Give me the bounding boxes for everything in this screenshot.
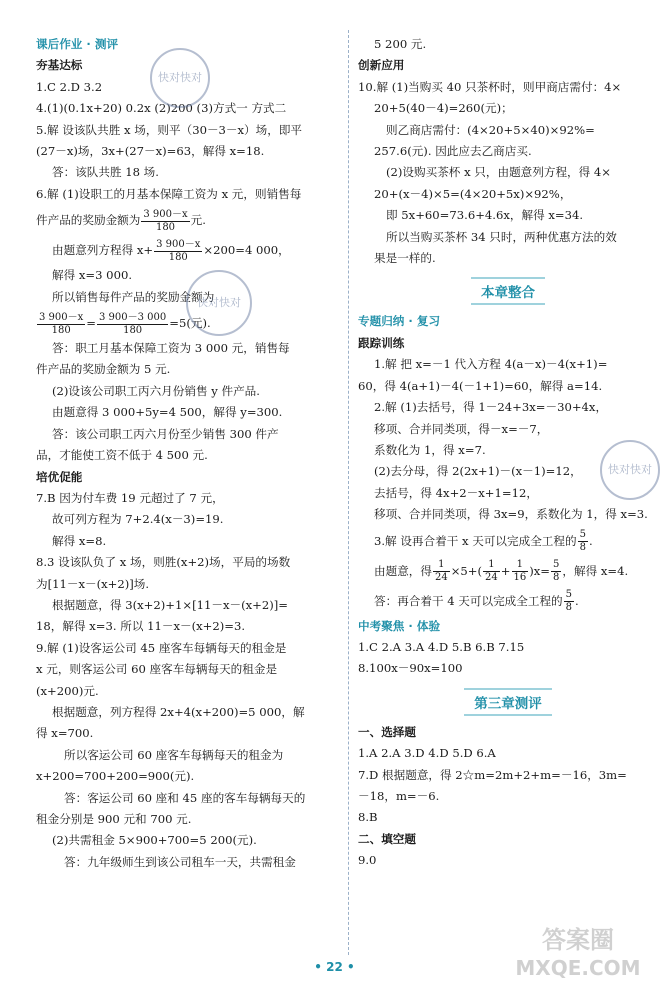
answer-line [36, 162, 340, 183]
text-run: 60，得 4(a+1)－4(－1+1)=60，解得 a=14. [358, 378, 603, 393]
answer-line [36, 531, 340, 552]
fraction [551, 559, 561, 584]
answer-line [358, 556, 658, 586]
answer-line [36, 509, 340, 530]
fraction [564, 589, 574, 614]
stamp-right: 快对快对 [600, 440, 660, 500]
answer-line [36, 852, 340, 873]
text-run: 租金分别是 900 元和 700 元. [36, 812, 192, 826]
text-run: 则乙商店需付：(4×20+5×40)×92%= [386, 122, 595, 137]
text-run: 1.A 2.A 3.D 4.D 5.D 6.A [358, 746, 496, 761]
fraction [483, 559, 500, 584]
answer-line [36, 424, 340, 445]
text-run: 解得 x=8. [52, 533, 107, 548]
answer-line [36, 338, 340, 359]
text-run: 品，才能使工资不低于 4 500 元. [36, 448, 208, 463]
answer-line [36, 552, 340, 573]
text-run: 移项、合并同类项，得 3x=9，系数化为 1，得 x=3. [374, 507, 648, 522]
text-run: 8.3 设该队负了 x 场，则胜(x+2)场，平局的场数 [36, 555, 291, 570]
text-run: 夯基达标 [36, 58, 83, 73]
text-run: 专题归纳 · 复习 [358, 314, 441, 329]
text-run: 20+5(40－4)=260(元)； [374, 101, 513, 116]
chapter-title: 本章整合 [471, 277, 545, 305]
stamp-middle: 快对快对 [186, 270, 252, 336]
page-number: • 22 • [314, 960, 355, 974]
text-run: 所以当购买茶杯 34 只时，两种优惠方法的效 [386, 229, 617, 244]
answer-line [358, 504, 658, 525]
chapter-title: 第三章测评 [464, 688, 552, 716]
answer-line [358, 34, 658, 55]
answer-line [36, 788, 340, 809]
text-run: (2)共需租金 5×900+700=5 200(元). [52, 833, 257, 848]
text-run: 由题意，得 [374, 563, 432, 578]
answer-line [358, 419, 658, 440]
answer-line [36, 184, 340, 205]
text-run: 4.(1)(0.1x+20) 0.2x (2)200 (3)方式一 方式二 [36, 101, 287, 116]
denominator: 16 [513, 572, 527, 584]
text-run: 系数化为 1，得 x=7. [374, 442, 486, 457]
text-run: 8.100x－90x=100 [358, 661, 463, 676]
text-run: 得 x=700. [36, 726, 94, 741]
fraction [97, 312, 168, 337]
answer-line [36, 359, 340, 380]
subsection-heading [36, 467, 340, 488]
answer-line [358, 376, 658, 397]
answer-line [358, 637, 658, 658]
answer-line [36, 488, 340, 509]
answer-line [36, 766, 340, 787]
answer-line [358, 162, 658, 183]
answer-line [358, 586, 658, 616]
answer-line [36, 141, 340, 162]
chapter-header [358, 688, 658, 716]
numerator: 3 900－x [39, 311, 84, 323]
answer-line [358, 120, 658, 141]
text-run: . [588, 533, 593, 548]
answer-line [358, 141, 658, 162]
stamp-top-left: 快对快对 [150, 48, 210, 108]
numerator: 5 [579, 529, 586, 541]
text-run: 解得 x=3 000. [52, 268, 133, 283]
text-run: ，解得 x=4. [562, 563, 629, 578]
answer-line [358, 807, 658, 828]
text-run: 故可列方程为 7+2.4(x－3)=19. [52, 512, 224, 527]
answer-line [36, 402, 340, 423]
denominator: 24 [434, 572, 448, 584]
text-run: 9.解 (1)设客运公司 45 座客车每辆每天的租金是 [36, 640, 287, 655]
text-run: = [86, 316, 96, 331]
text-run: 由题意列方程得 x+ [52, 243, 154, 258]
text-run: 元. [190, 213, 206, 228]
section-heading [358, 311, 658, 332]
text-run: 答：再合着干 4 天可以完成全工程的 [374, 593, 563, 608]
answer-line [36, 616, 340, 637]
numerator: 3 900－3 000 [99, 311, 167, 323]
text-run: 二、填空题 [358, 831, 416, 846]
answer-line [358, 205, 658, 226]
numerator: 3 900－x [156, 238, 201, 250]
text-run: 件产品的奖励金额为 [36, 213, 141, 228]
fraction [154, 239, 202, 264]
left-column [36, 34, 340, 873]
answer-line [36, 659, 340, 680]
answer-line [358, 227, 658, 248]
fraction [433, 559, 450, 584]
text-run: ×5+( [450, 563, 483, 578]
text-run: x 元，则客运公司 60 座客车每辆每天的租金是 [36, 662, 278, 677]
text-run: 6.解 (1)设职工的月基本保障工资为 x 元，则销售每 [36, 186, 302, 201]
text-run: 中考聚焦 · 体验 [358, 618, 441, 633]
answer-line [36, 381, 340, 402]
denominator: 24 [485, 572, 498, 584]
answer-line [358, 526, 658, 556]
answer-line [358, 743, 658, 764]
text-run: 20+(x－4)×5=(4×20+5x)×92%， [374, 186, 572, 201]
answer-line [358, 397, 658, 418]
subsection-heading [358, 722, 658, 743]
answer-line [36, 235, 340, 265]
answer-line [36, 638, 340, 659]
numerator: 1 [512, 559, 529, 572]
denominator: 180 [51, 324, 71, 336]
text-run: 3.解 设再合着干 x 天可以完成全工程的 [374, 533, 577, 548]
column-divider [348, 30, 349, 955]
text-run: 10.解 (1)当购买 40 只茶杯时，则甲商店需付：4× [358, 79, 622, 94]
answer-line [36, 702, 340, 723]
text-run: 8.B [358, 810, 378, 825]
answer-line [36, 120, 340, 141]
numerator: 1 [483, 559, 500, 572]
answer-line [36, 723, 340, 744]
text-run: 果是一样的. [374, 251, 436, 266]
text-run: (2)去分母，得 2(2x+1)－(x－1)=12， [374, 464, 582, 479]
text-run: . [575, 593, 579, 608]
denominator: 180 [168, 251, 188, 263]
text-run: －18，m=－6. [358, 788, 440, 803]
chapter-header [358, 277, 658, 305]
denominator: 8 [579, 542, 586, 554]
text-run: 所以客运公司 60 座客车每辆每天的租金为 [64, 747, 284, 762]
text-run: 答：客运公司 60 座和 45 座的客车每辆每天的 [64, 790, 306, 805]
text-run: 答：职工月基本保障工资为 3 000 元，销售每 [52, 341, 290, 356]
text-run: (2)设购买茶杯 x 只，由题意列方程，得 4× [386, 165, 612, 180]
numerator: 1 [433, 559, 450, 572]
denominator: 180 [123, 324, 143, 336]
text-run: 所以销售每件产品的奖励金额为 [52, 289, 215, 304]
answer-line [358, 248, 658, 269]
text-run: 为[11－x－(x+2)]场. [36, 576, 150, 591]
text-run: 9.0 [358, 853, 377, 868]
text-run: 1.C 2.D 3.2 [36, 79, 103, 94]
text-run: 1.解 把 x=－1 代入方程 4(a－x)－4(x+1)= [374, 357, 608, 372]
numerator: 5 [553, 559, 560, 571]
text-run: 即 5x+60=73.6+4.6x，解得 x=34. [386, 208, 584, 223]
text-run: 课后作业 · 测评 [36, 37, 119, 51]
answer-line [36, 445, 340, 466]
answer-line [358, 184, 658, 205]
text-run: x+200=700+200=900(元). [36, 769, 195, 784]
text-run: 7.D 根据题意，得 2☆m=2m+2+m=－16，3m= [358, 767, 627, 782]
denominator: 8 [553, 572, 560, 584]
answer-line [36, 745, 340, 766]
answer-line [358, 765, 658, 786]
text-run: 件产品的奖励金额为 5 元. [36, 362, 171, 377]
answer-line [358, 786, 658, 807]
answer-line [36, 830, 340, 851]
denominator: 180 [155, 221, 176, 233]
subsection-heading [358, 333, 658, 354]
answer-line [36, 595, 340, 616]
text-run: 7.B 因为付车费 19 元超过了 7 元， [36, 490, 224, 505]
answer-line [358, 77, 658, 98]
denominator: 8 [565, 602, 573, 614]
answer-line [36, 265, 340, 286]
watermark: 答案圈 MXQE.COM [515, 926, 641, 980]
text-run: 根据题意，得 3(x+2)+1×[11－x－(x+2)]= [52, 597, 289, 612]
text-run: 5 200 元. [374, 37, 427, 51]
answer-line [36, 574, 340, 595]
answer-line [36, 205, 340, 235]
fraction [578, 529, 588, 554]
text-run: 移项、合并同类项，得－x=－7， [374, 421, 549, 436]
answer-line [358, 850, 658, 871]
numerator: 3 900－x [143, 208, 188, 220]
text-run: + [500, 563, 511, 578]
text-run: 一、选择题 [358, 724, 416, 739]
text-run: 答：该队共胜 18 场. [52, 165, 159, 180]
text-run: 跟踪训练 [358, 335, 405, 350]
text-run: 答：该公司职工丙六月份至少销售 300 件产 [52, 426, 279, 441]
answer-line [36, 681, 340, 702]
text-run: =5(元). [169, 316, 211, 331]
text-run: 5.解 设该队共胜 x 场，则平（30－3－x）场，即平 [36, 122, 303, 137]
fraction [37, 312, 85, 337]
numerator: 5 [565, 589, 573, 601]
fraction [512, 559, 529, 584]
subsection-heading [358, 829, 658, 850]
answer-line [358, 658, 658, 679]
answer-line [358, 354, 658, 375]
text-run: 由题意得 3 000+5y=4 500，解得 y=300. [52, 405, 283, 420]
text-run: 培优促能 [36, 469, 83, 484]
text-run: 2.解 (1)去括号，得 1－24+3x=－30+4x， [374, 400, 608, 415]
text-run: (2)设该公司职工丙六月份销售 y 件产品. [52, 383, 260, 398]
subsection-heading [358, 55, 658, 76]
answer-line [358, 98, 658, 119]
text-run: )x= [529, 563, 551, 578]
text-run: 257.6(元). 因此应去乙商店买. [374, 144, 532, 159]
text-run: (x+200)元. [36, 683, 99, 698]
text-run: ×200=4 000， [203, 243, 290, 258]
text-run: 答：九年级师生到该公司租车一天，共需租金 [64, 854, 296, 869]
text-run: 去括号，得 4x+2－x+1=12， [374, 485, 538, 500]
text-run: 根据题意，列方程得 2x+4(x+200)=5 000，解 [52, 704, 305, 719]
text-run: 创新应用 [358, 58, 405, 73]
fraction [141, 209, 189, 234]
text-run: 18，解得 x=3. 所以 11－x－(x+2)=3. [36, 619, 246, 634]
text-run: 1.C 2.A 3.A 4.D 5.B 6.B 7.15 [358, 639, 525, 654]
section-heading [358, 616, 658, 637]
text-run: (27－x)场，3x+(27－x)=63，解得 x=18. [36, 144, 265, 159]
answer-line [36, 809, 340, 830]
